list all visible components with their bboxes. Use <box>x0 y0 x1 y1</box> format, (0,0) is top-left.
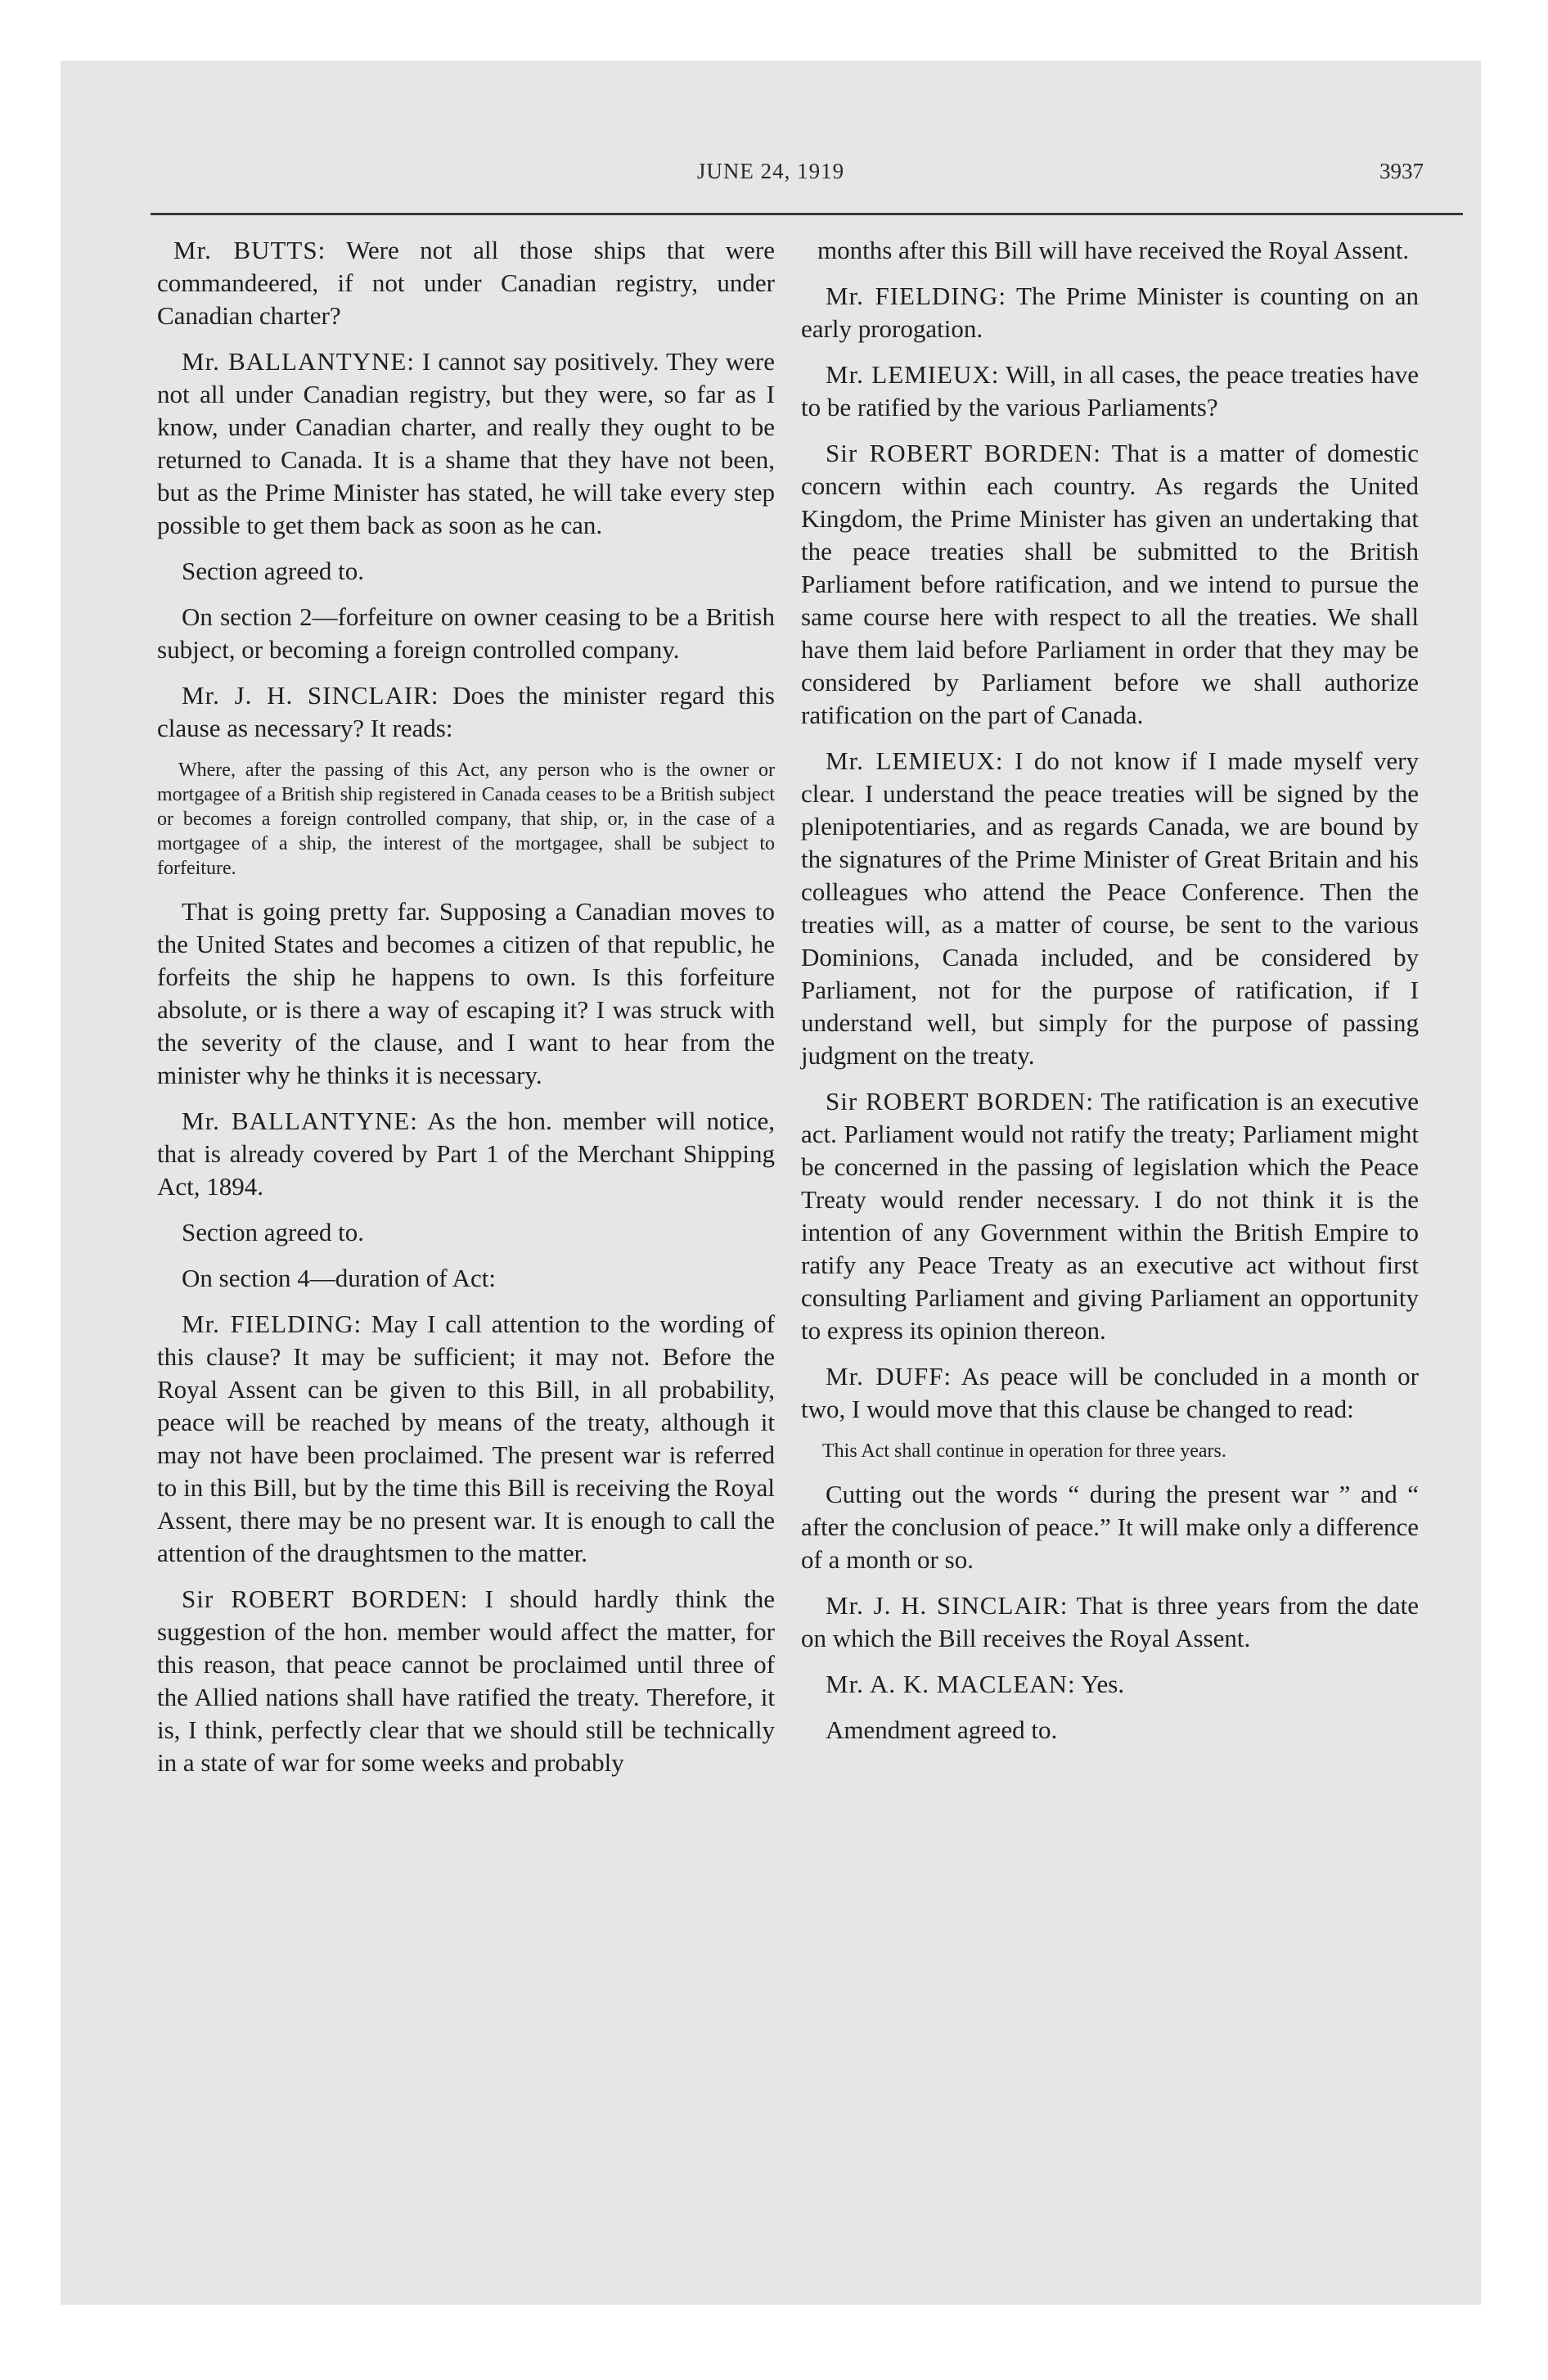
paragraph <box>157 1583 775 1779</box>
paragraph-text: On section 2—forfeiture on owner ceasing to be a British subject, or becoming a foreign controlled company. <box>157 602 775 664</box>
speaker-name: Mr. FIELDING: <box>826 282 1007 310</box>
paragraph-text: months after this Bill will have received the Royal Assent. <box>817 236 1410 264</box>
paragraph-text: Will, in all cases, the peace treaties have to be ratified by the various Parliaments? <box>801 360 1419 421</box>
paragraph <box>801 745 1419 1072</box>
document-page <box>61 61 1481 2305</box>
paragraph <box>157 1308 775 1570</box>
header-date: JUNE 24, 1919 <box>696 159 845 183</box>
speaker-name: Sir ROBERT BORDEN: <box>826 439 1101 467</box>
paragraph <box>157 1216 775 1249</box>
paragraph-text: Section agreed to. <box>182 557 364 585</box>
left-column <box>157 234 775 1792</box>
paragraph <box>801 1360 1419 1426</box>
paragraph <box>801 1478 1419 1576</box>
paragraph-text: Section agreed to. <box>182 1218 364 1246</box>
paragraph-text: That is going pretty far. Supposing a Canadian moves to the United States and becomes a citizen of that republic, he forfeits the ship he happens to own. Is this forfeiture absolute, or is there a way of escaping it? I was struck with the severity of the clause, and I want to hear from the minister why he thinks it is necessary. <box>157 897 775 1089</box>
paragraph-text: Cutting out the words “ during the present war ” and “ after the conclusion of peace.” It will make only a difference of a month or so. <box>801 1480 1419 1574</box>
paragraph <box>801 358 1419 424</box>
speaker-name: Mr. A. K. MACLEAN: <box>826 1670 1076 1698</box>
paragraph-text: Does the minister regard this clause as necessary? It reads: <box>157 681 775 742</box>
speaker-name: Mr. J. H. SINCLAIR: <box>826 1591 1069 1620</box>
paragraph <box>157 601 775 666</box>
speaker-name: Sir ROBERT BORDEN: <box>182 1584 469 1613</box>
paragraph-text: Were not all those ships that were commandeered, if not under Canadian registry, under Canadian charter? <box>157 236 776 330</box>
paragraph <box>157 1105 775 1203</box>
paragraph <box>801 1085 1419 1347</box>
speaker-name: Mr. LEMIEUX: <box>826 746 1004 775</box>
paragraph-text: I cannot say positively. They were not all under Canadian registry, but they were, so far as I know, under Canadian charter, and really they ought to be returned to Canada. It is a shame that they have not been, but as the Prime Minister has stated, he will take every step possible to get them back as soon as he can. <box>157 347 775 539</box>
paragraph-text: That is three years from the date on which the Bill receives the Royal Assent. <box>801 1591 1419 1652</box>
paragraph-text: That is a matter of domestic concern within each country. As regards the United Kingdom, the Prime Minister has given an undertaking that the peace treaties shall be submitted to the British Parliament before ratification, and we intend to pursue the same course here with respect to all the treaties. We shall have them laid before Parliament in order that they may be considered by Parliament before we shall authorize ratification on the part of Canada. <box>801 439 1420 729</box>
paragraph-text: Yes. <box>1075 1670 1125 1698</box>
page-number: 3937 <box>1379 159 1424 183</box>
paragraph <box>157 345 775 542</box>
paragraph-text: The Prime Minister is counting on an early prorogation. <box>801 282 1419 343</box>
paragraph <box>801 437 1419 732</box>
paragraph <box>801 1714 1419 1747</box>
right-column <box>801 234 1419 1760</box>
paragraph <box>801 280 1419 345</box>
paragraph-text: As the hon. member will notice, that is already covered by Part 1 of the Merchant Shipping Act, 1894. <box>157 1107 775 1201</box>
speaker-name: Mr. BUTTS: <box>173 236 326 264</box>
paragraph <box>801 234 1419 267</box>
paragraph-text: Amendment agreed to. <box>826 1715 1058 1744</box>
header-rule <box>151 213 1463 215</box>
paragraph-text: I do not know if I made myself very clear. I understand the peace treaties will be signed by the plenipotentiaries, and as regards Canada, we are bound by the signatures of the Prime Minister of Great Britain and his colleagues who attend the Peace Conference. Then the treaties will, as a matter of course, be sent to the various Dominions, Canada included, and be considered by Parliament, not for the purpose of ratification, if I understand well, but simply for the purpose of passing judgment on the treaty. <box>801 746 1419 1070</box>
quoted-clause: Where, after the passing of this Act, any person who is the owner or mortgagee of a British ship registered in Canada ceases to be a British subject or becomes a foreign controlled company, that ship, or, in the case of a mortgagee of a ship, the interest of the mortgagee, shall be subject to forfeiture. <box>157 760 775 879</box>
speaker-name: Sir ROBERT BORDEN: <box>826 1087 1094 1116</box>
paragraph <box>801 1589 1419 1655</box>
paragraph <box>157 895 775 1092</box>
speaker-name: Mr. FIELDING: <box>182 1309 362 1338</box>
speaker-name: Mr. J. H. SINCLAIR: <box>182 681 439 710</box>
paragraph <box>157 1262 775 1295</box>
paragraph <box>157 555 775 588</box>
paragraph <box>157 234 775 332</box>
running-head <box>61 159 1481 192</box>
quoted-clause: This Act shall continue in operation for three years. <box>822 1440 1226 1462</box>
speaker-name: Mr. BALLANTYNE: <box>182 1107 418 1135</box>
paragraph-text: I should hardly think the suggestion of the hon. member would affect the matter, for this reason, that peace cannot be proclaimed until three of the Allied nations shall have ratified the treaty. Therefore, it is, I think, perfectly clear that we should still be technically in a state of war for some weeks and probably <box>157 1584 775 1777</box>
paragraph-text: May I call attention to the wording of this clause? It may be sufficient; it may not. Before the Royal Assent can be given to this Bill, in all probability, peace will be reached by means of the treaty, although it may not have been proclaimed. The present war is referred to in this Bill, but by the time this Bill is receiving the Royal Assent, there may be no present war. It is enough to call the attention of the draughtsmen to the matter. <box>157 1309 775 1567</box>
speaker-name: Mr. BALLANTYNE: <box>182 347 415 376</box>
paragraph <box>157 679 775 745</box>
speaker-name: Mr. DUFF: <box>826 1362 952 1391</box>
speaker-name: Mr. LEMIEUX: <box>826 360 1000 389</box>
paragraph-text: The ratification is an executive act. Parliament would not ratify the treaty; Parliament might be concerned in the passing of legislation which the Peace Treaty would render necessary. I do not think it is the intention of any Government within the British Empire to ratify any Peace Treaty as an executive act without first consulting Parliament and giving Parliament an opportunity to express its opinion thereon. <box>801 1087 1419 1345</box>
paragraph-text: On section 4—duration of Act: <box>182 1264 496 1292</box>
paragraph <box>801 1668 1419 1701</box>
paragraph-text: As peace will be concluded in a month or two, I would move that this clause be changed to read: <box>801 1362 1419 1423</box>
